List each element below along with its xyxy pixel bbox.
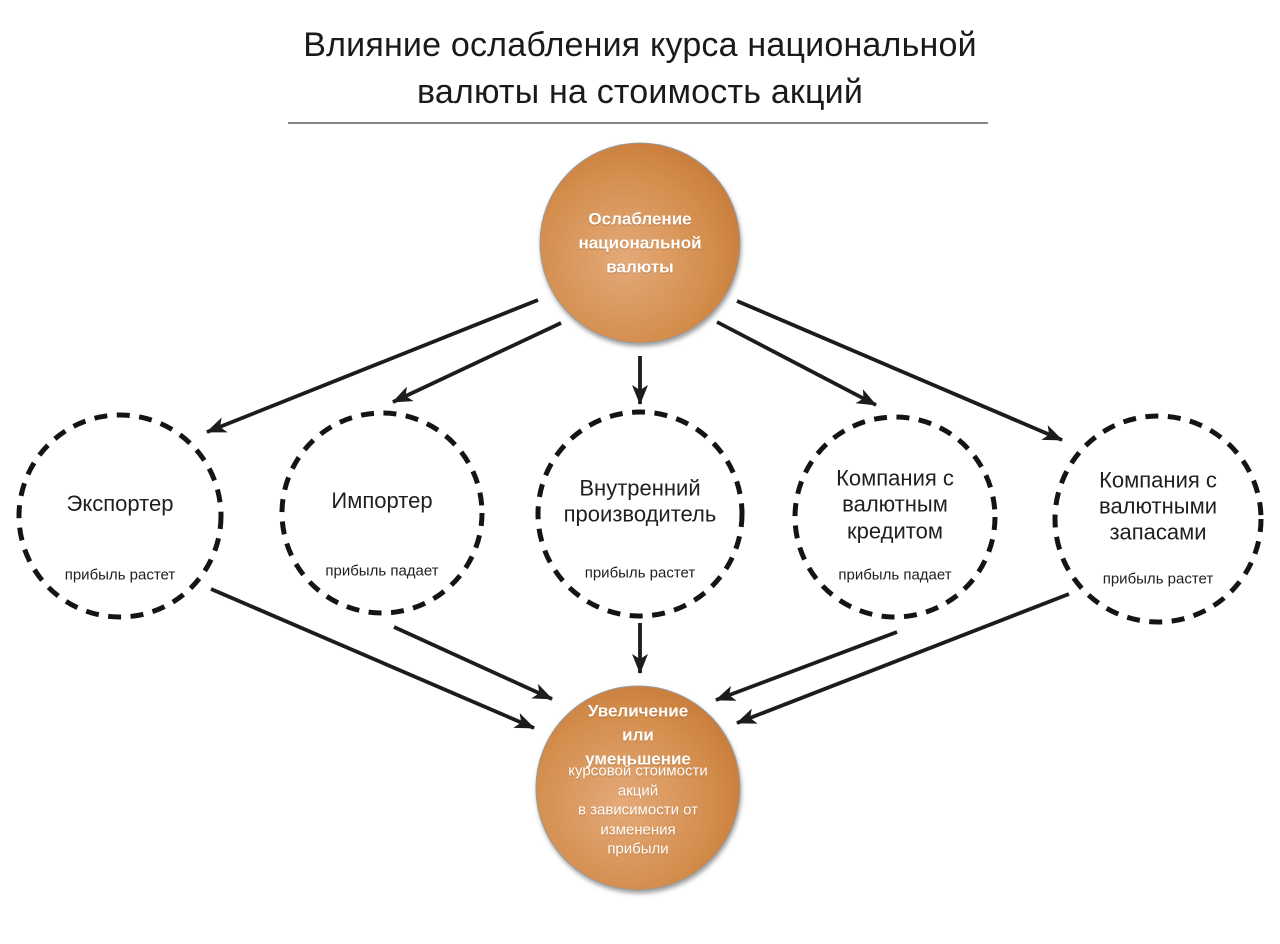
factor-label: Внутренний производитель (563, 475, 717, 527)
result-node-circle (536, 686, 740, 890)
factor-effect: прибыль растет (584, 564, 696, 582)
factor-effect: прибыль растет (64, 566, 176, 584)
arrow-fx-loan-company-to-result (716, 632, 897, 700)
arrow-importer-to-result (394, 627, 552, 699)
factor-circle-exporter (19, 415, 221, 617)
source-node-circle (540, 143, 740, 343)
factor-effect: прибыль растет (1102, 570, 1214, 588)
source-node-label: Ослабление национальной валюты (578, 209, 702, 276)
factor-label: Компания с валютными запасами (1099, 467, 1217, 545)
factor-label: Импортер (331, 487, 433, 513)
diagram-title-line1: Влияние ослабления курса национальной (303, 26, 977, 64)
factor-effect: прибыль падает (325, 562, 439, 580)
factor-circle-domestic-producer (538, 412, 742, 616)
factor-circle-fx-reserves-company (1055, 416, 1261, 622)
factor-circle-importer (282, 413, 482, 613)
diagram-title (0, 22, 1280, 116)
arrow-source-to-fx-loan-company (717, 322, 876, 405)
factor-label: Экспортер (66, 490, 174, 516)
factor-label: Компания с валютным кредитом (836, 465, 954, 544)
factor-effect: прибыль падает (838, 566, 952, 584)
factor-circle-fx-loan-company (795, 417, 995, 617)
diagram-title-line2: валюты на стоимость акций (416, 72, 864, 111)
arrow-source-to-importer (393, 323, 561, 402)
result-node-headline: Увеличение или уменьшение (585, 701, 691, 768)
result-node-detail: курсовой стоимости акций в зависимости от изменения прибыли (568, 762, 708, 858)
